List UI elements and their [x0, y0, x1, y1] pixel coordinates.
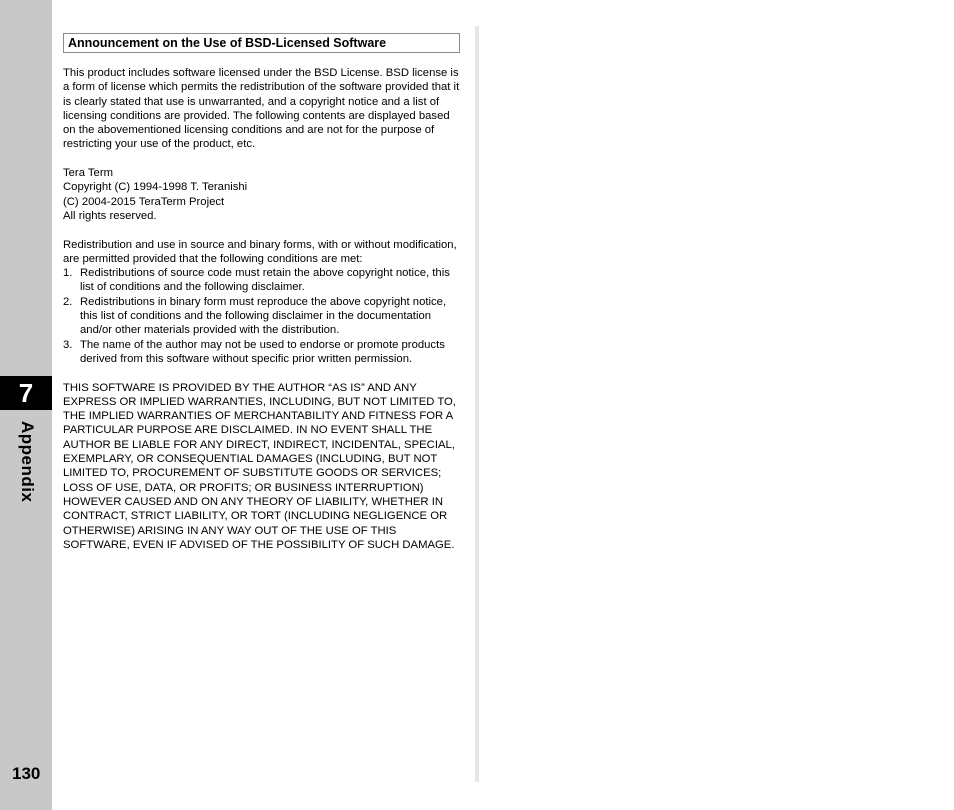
- copyright-line: Copyright (C) 1994-1998 T. Teranishi: [63, 181, 248, 194]
- copyright-line: Tera Term: [63, 167, 114, 180]
- disclaimer-paragraph: THIS SOFTWARE IS PROVIDED BY THE AUTHOR “AS IS” AND ANY EXPRESS OR IMPLIED WARRANTIES, INCLUDING, BUT NOT LIMITED TO, THE IMPLIED WARRANTIES OF MERCHANTABILITY AND FITNESS FOR A PARTICULAR PURPOSE ARE DISCLAIMED. IN NO EVENT SHALL THE AUTHOR BE LIABLE FOR ANY DIRECT, INDIRECT, INCIDENTAL, SPECIAL, EXEMPLARY, OR CONSEQUENTIAL DAMAGES (INCLUDING, BUT NOT LIMITED TO, PROCUREMENT OF SUBSTITUTE GOODS OR SERVICES; LOSS OF USE, DATA, OR PROFITS; OR BUSINESS INTERRUPTION) HOWEVER CAUSED AND ON ANY THEORY OF LIABILITY, WHETHER IN CONTRACT, STRICT LIABILITY, OR TORT (INCLUDING NEGLIGENCE OR OTHERWISE) ARISING IN ANY WAY OUT OF THE USE OF THIS SOFTWARE, EVEN IF ADVISED OF THE POSSIBILITY OF SUCH DAMAGE.: [63, 381, 456, 551]
- list-item-number: 1.: [63, 267, 73, 280]
- section-heading: Announcement on the Use of BSD-Licensed Software: [63, 33, 460, 53]
- copyright-block: [63, 166, 460, 223]
- copyright-line: (C) 2004-2015 TeraTerm Project: [63, 195, 225, 208]
- intro-paragraph: This product includes software licensed under the BSD License. BSD license is a form of license which permits the redistribution of the software provided that it is clearly stated that use is unwarranted, and a copyright notice and a list of licensing conditions are provided. The following contents are displayed based on the abovementioned licensing conditions and are not for the purpose of restricting your use of the product, etc.: [63, 67, 460, 151]
- list-item-text: The name of the author may not be used to endorse or promote products derived from this software without specific prior written permission.: [80, 338, 445, 365]
- chapter-title: Appendix: [18, 421, 37, 503]
- list-item: [63, 266, 460, 295]
- copyright-line: All rights reserved.: [63, 209, 157, 222]
- list-item-text: Redistributions of source code must retain the above copyright notice, this list of conditions and the following disclaimer.: [80, 267, 450, 294]
- list-item-number: 2.: [63, 295, 73, 308]
- conditions-list: [63, 266, 460, 366]
- list-item: [63, 295, 460, 338]
- page-number: 130: [12, 764, 41, 783]
- list-item-text: Redistributions in binary form must reproduce the above copyright notice, this list of conditions and the following disclaimer in the documentation and/or other materials provided with the distribution.: [80, 295, 447, 337]
- redistribution-intro: Redistribution and use in source and binary forms, with or without modification, are permitted provided that the following conditions are met:: [63, 238, 457, 265]
- list-item: [63, 338, 460, 367]
- column-divider: [475, 26, 479, 782]
- list-item-number: 3.: [63, 338, 73, 351]
- main-column: [63, 33, 460, 552]
- chapter-number: 7: [0, 376, 52, 410]
